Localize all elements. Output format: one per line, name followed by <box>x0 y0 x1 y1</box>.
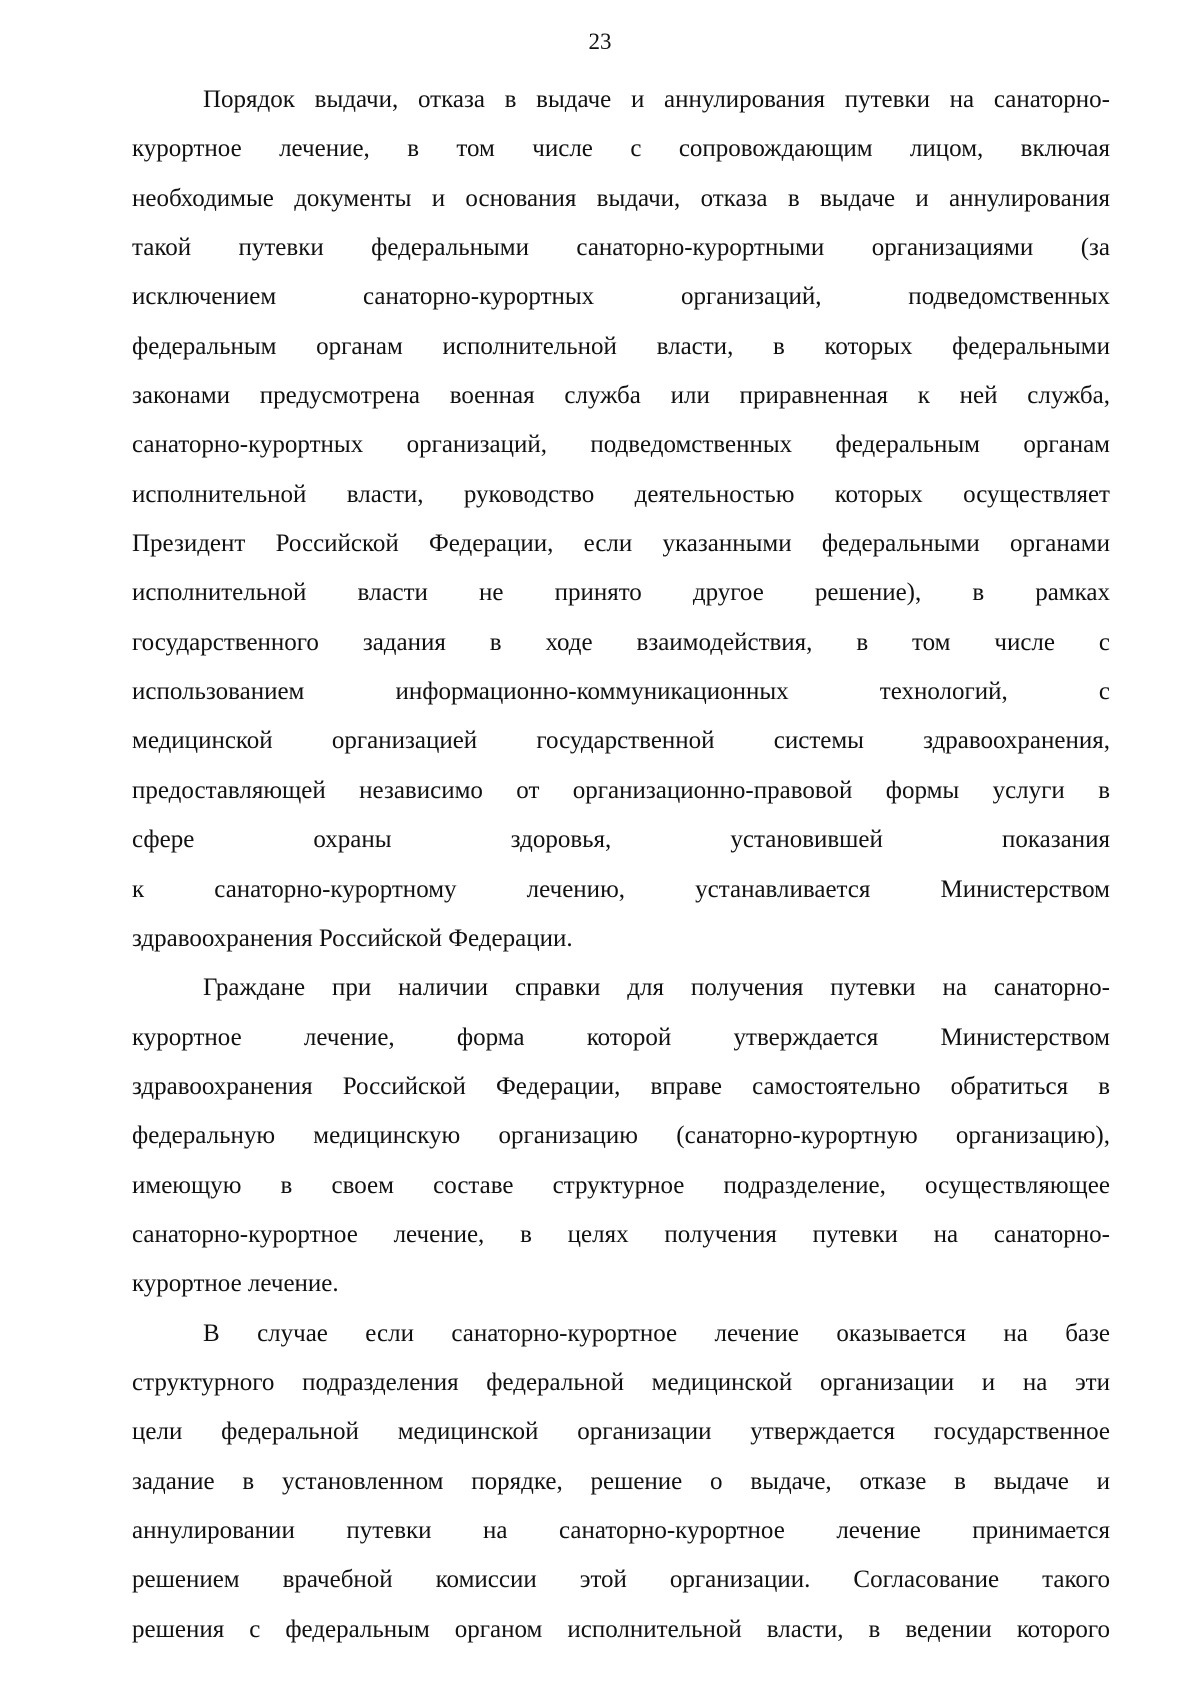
text-line: такой путевки федеральными санаторно-курортными организациями (за <box>132 234 1110 262</box>
text-line: федеральным органам исполнительной власти, в которых федеральными <box>132 332 1110 360</box>
text-line: здравоохранения Российской Федерации, вправе самостоятельно обратиться в <box>132 1072 1110 1100</box>
paragraph-3 <box>132 1309 1110 1654</box>
page-number: 23 <box>588 29 612 54</box>
text-line: здравоохранения Российской Федерации. <box>132 924 573 952</box>
text-line: медицинской организацией государственной системы здравоохранения, <box>132 727 1110 755</box>
text-line: законами предусмотрена военная служба или приравненная к ней служба, <box>132 382 1110 410</box>
text-line: Президент Российской Федерации, если указанными федеральными органами <box>132 530 1110 558</box>
text-line: курортное лечение, в том числе с сопровождающим лицом, включая <box>132 135 1110 163</box>
text-line: Граждане при наличии справки для получения путевки на санаторно- <box>203 974 1110 1002</box>
text-line: цели федеральной медицинской организации утверждается государственное <box>132 1418 1110 1446</box>
text-line: федеральную медицинскую организацию (санаторно-курортную организацию), <box>132 1122 1110 1150</box>
text-line: решением врачебной комиссии этой организации. Согласование такого <box>132 1566 1110 1594</box>
text-line: сфере охраны здоровья, установившей показания <box>132 826 1110 854</box>
text-line: курортное лечение, форма которой утверждается Министерством <box>132 1023 1110 1051</box>
text-line: курортное лечение. <box>132 1270 339 1298</box>
text-line: к санаторно-курортному лечению, устанавливается Министерством <box>132 875 1110 903</box>
text-line: имеющую в своем составе структурное подразделение, осуществляющее <box>132 1171 1110 1199</box>
text-line: использованием информационно-коммуникационных технологий, с <box>132 678 1110 706</box>
text-line: исключением санаторно-курортных организаций, подведомственных <box>132 283 1110 311</box>
text-line: Порядок выдачи, отказа в выдаче и аннулирования путевки на санаторно- <box>203 86 1110 113</box>
paragraph-2 <box>132 963 1110 1308</box>
text-line: исполнительной власти не принято другое решение), в рамках <box>132 579 1110 607</box>
text-line: предоставляющей независимо от организационно-правовой формы услуги в <box>132 776 1110 804</box>
paragraph-1 <box>132 75 1110 963</box>
body-text <box>132 75 1110 1654</box>
text-line: аннулировании путевки на санаторно-курортное лечение принимается <box>132 1516 1110 1544</box>
text-line: В случае если санаторно-курортное лечение оказывается на базе <box>203 1319 1110 1347</box>
text-line: структурного подразделения федеральной медицинской организации и на эти <box>132 1368 1110 1396</box>
text-line: санаторно-курортное лечение, в целях получения путевки на санаторно- <box>132 1220 1110 1248</box>
text-line: исполнительной власти, руководство деятельностью которых осуществляет <box>132 480 1110 508</box>
text-line: задание в установленном порядке, решение о выдаче, отказе в выдаче и <box>132 1467 1110 1495</box>
text-line: необходимые документы и основания выдачи, отказа в выдаче и аннулирования <box>132 184 1110 212</box>
text-line: санаторно-курортных организаций, подведомственных федеральным органам <box>132 431 1110 459</box>
text-line: государственного задания в ходе взаимодействия, в том числе с <box>132 628 1110 656</box>
text-line: решения с федеральным органом исполнительной власти, в ведении которого <box>132 1615 1110 1643</box>
